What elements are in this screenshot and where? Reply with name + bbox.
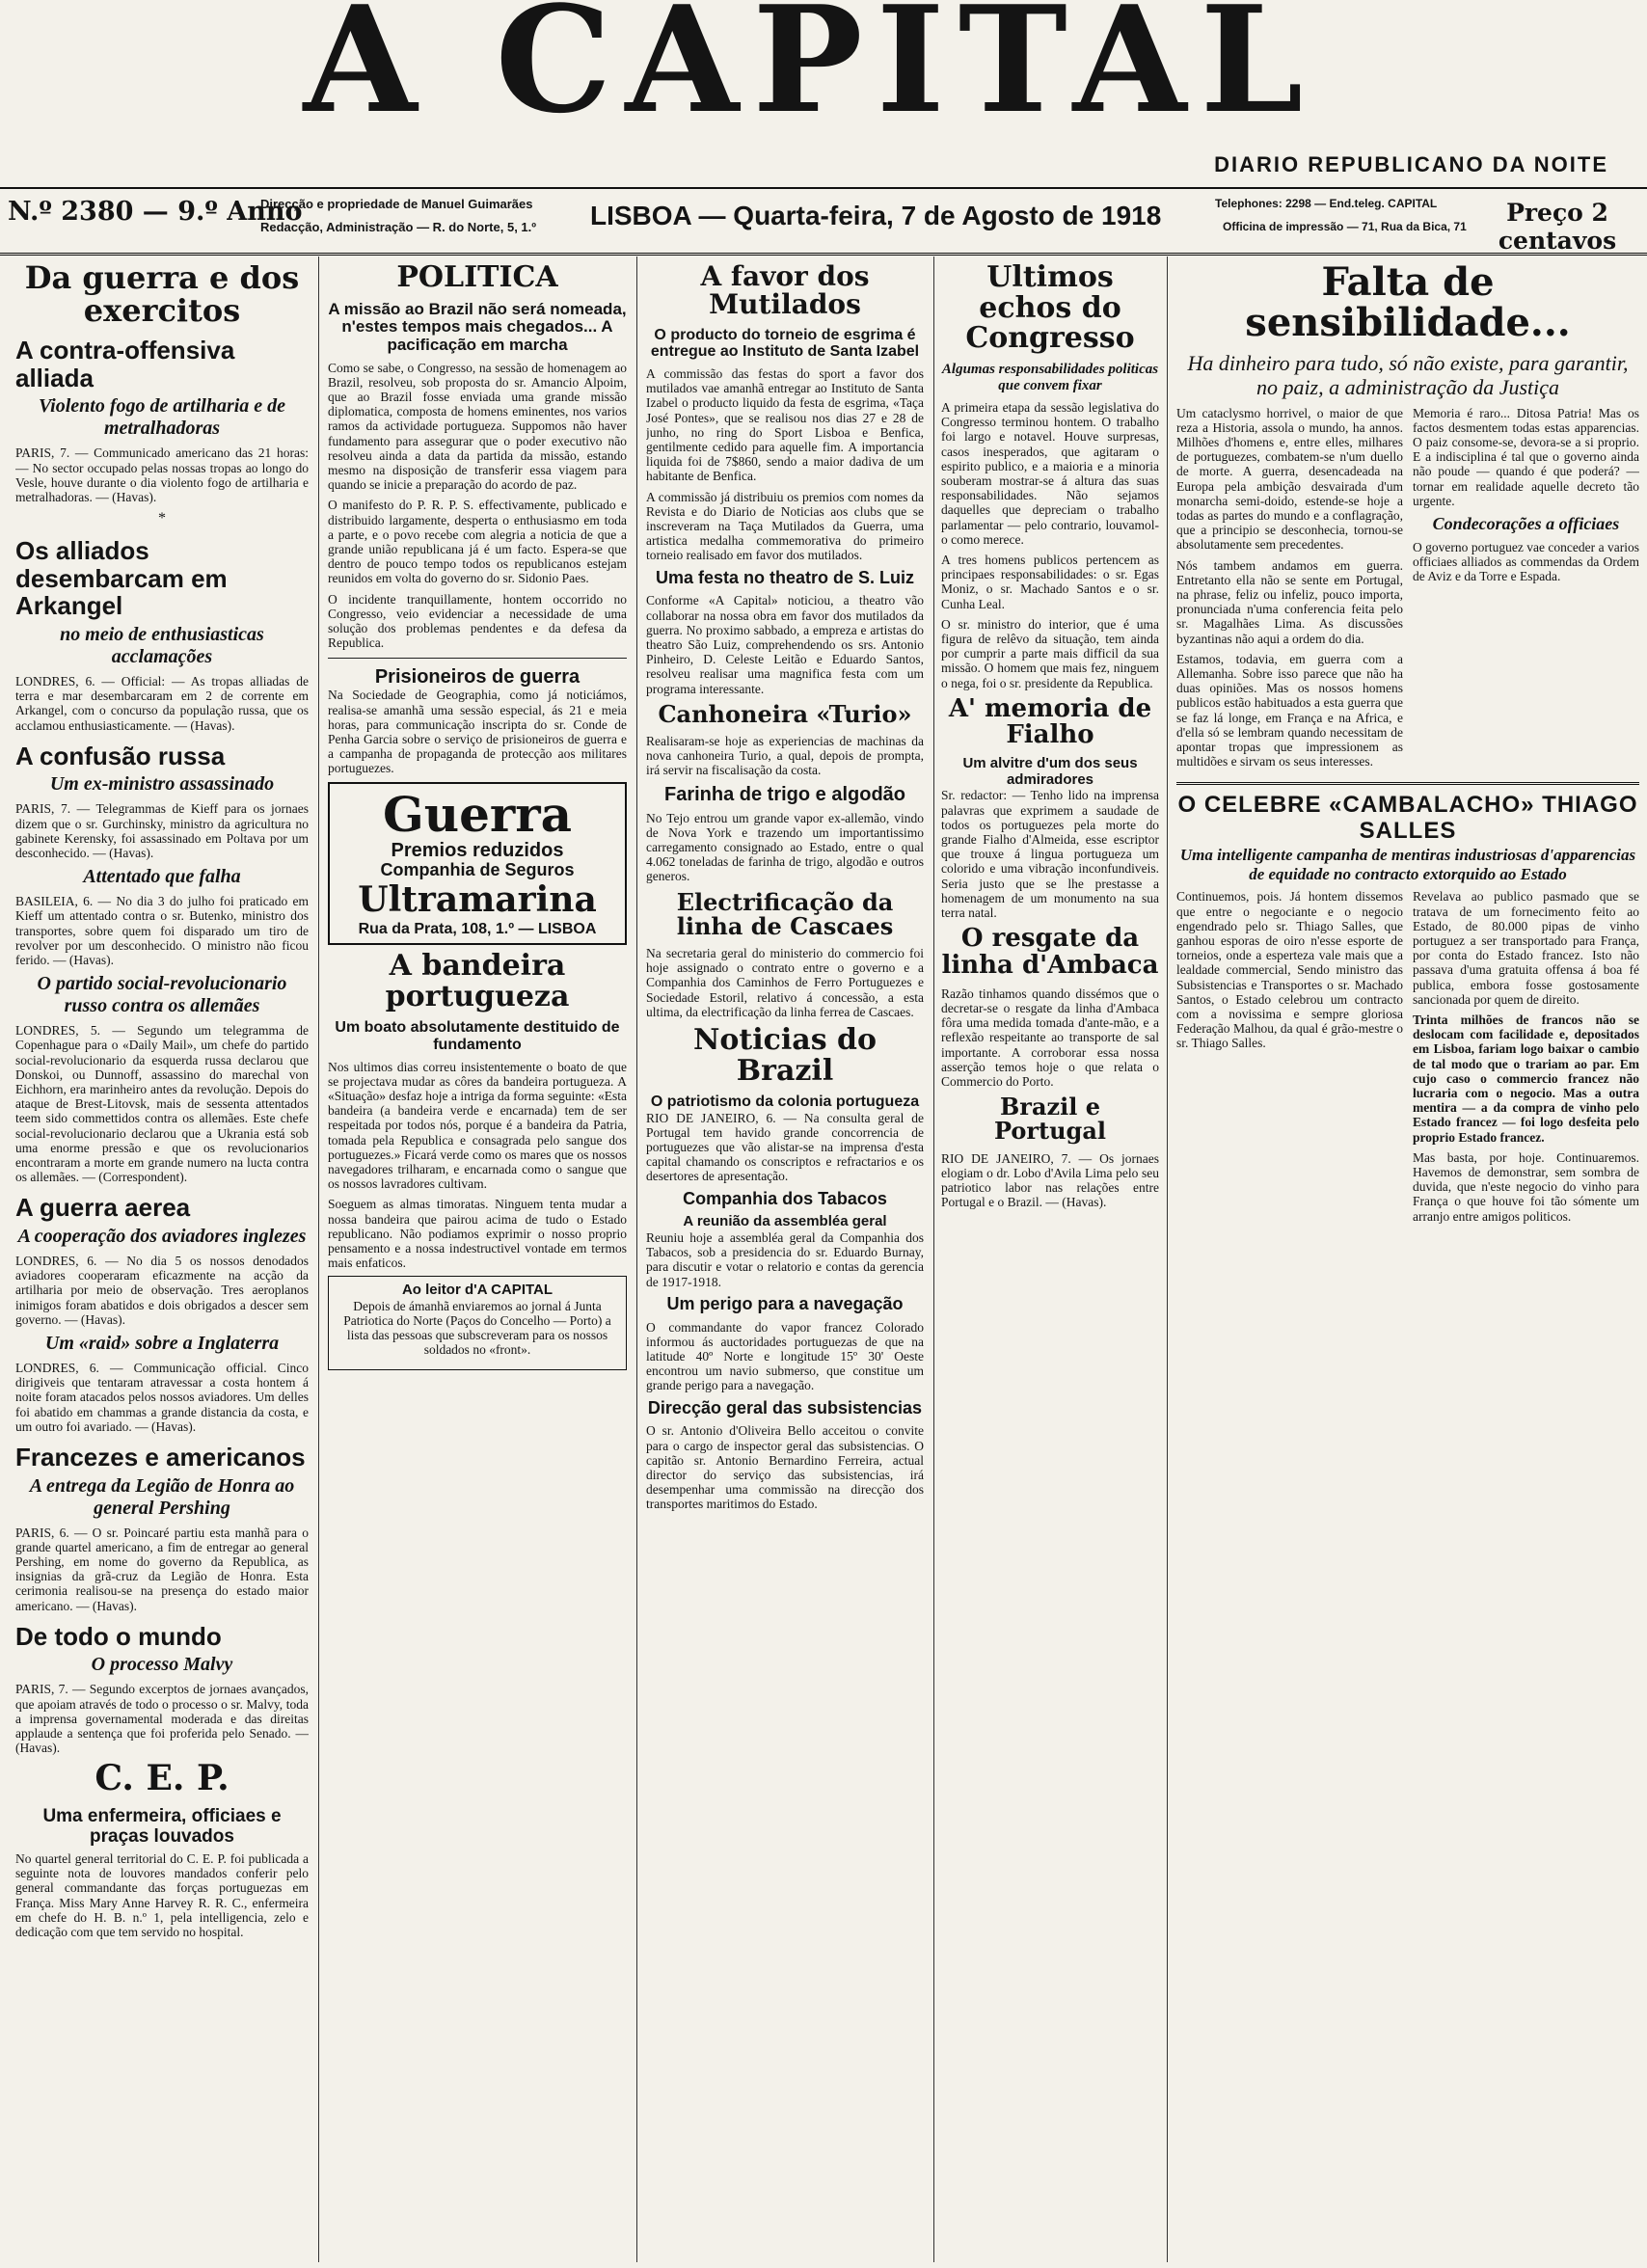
section-title: O resgate da linha d'Ambaca <box>941 924 1159 980</box>
section-subtitle: Um boato absolutamente destituido de fundamento <box>335 1019 620 1053</box>
section-subtitle: A cooperação dos aviadores inglezes <box>17 1226 307 1248</box>
article-text: Memoria é raro... Ditosa Patria! Mas os factos desmentem todas estas apparencias. O paiz consome-se, devora-se a si proprio. E a indisciplina é tal que o governo ainda não poude — quando é que poderá? — tornar em realidade aquelle decreto tão urgente. <box>1413 405 1639 508</box>
article-text: Estamos, todavia, em guerra com a Allemanha. Sobre isso parece que não ha duas opiniões. Mas os nossos homens publicos estão habituados a esta guerra que se faz lá longe, em França e na Africa, e d'ella só se lembram quando necessitam de apontar tropas que impressionem as multidões e sirvam os seus interesses. <box>1176 651 1403 770</box>
section-subtitle: A entrega da Legião de Honra ao general Pershing <box>29 1474 295 1519</box>
justice-body <box>1176 406 1639 775</box>
dateline: LISBOA — Quarta-feira, 7 de Agosto de 1918 <box>590 201 1162 230</box>
section-title: Direcção geral das subsistencias <box>647 1397 923 1418</box>
article-text: O sr. ministro do interior, que é uma figura de relêvo da situação, tem ainda por cumprir a parte mais difficil da sua missão. O homem que mais fez, ninguem o nega, foi o sr. presidente da Republica. <box>941 616 1159 690</box>
article-text: A commissão já distribuiu os premios com nomes da Revista e do Diario de Noticias aos clubs que se inscreveram na Taça Mutilados da Guerra, uma artistica medalha commemorativa do primeiro torneio realisado em favor dos mutilados. <box>646 489 924 563</box>
advert-line: Premios reduzidos <box>391 840 564 862</box>
info-bar <box>0 187 1647 256</box>
column-rule <box>933 256 934 2262</box>
divider <box>328 658 627 659</box>
printshop-line: Officina de impressão — 71, Rua da Bica, 71 <box>1223 220 1467 233</box>
section-subtitle: O partido social-revolucionario russo contra os allemães <box>37 973 287 1017</box>
justice-body-left <box>1176 406 1403 775</box>
article-text: Continuemos, pois. Já hontem dissemos que entre o negociante e o negocio engendrado pelo sr. Thiago Salles, que ganhou esporas de oiro n'esse esporte de torneios, onde a esperteza vale mais que a lealdade commercial, Sendo ministro das Subsistencias e Transportes o sr. Machado Santos, o Estado celebrou um contracto com a novissima e sempre gloriosa Federação Malhou, da qual é grão-mestre o sr. Thiago Salles. <box>1176 889 1403 1051</box>
section-title: Electrificação da linha de Cascaes <box>676 887 894 940</box>
politics-headline: POLITICA <box>396 260 558 294</box>
article-text: LONDRES, 6. — Communicação official. Cinco dirigiveis que tentaram atravessar a costa hontem á noite foram atacados pelos nossos aviadores. Um delles foi abatido em chammas a grande distancia da costa, e um outro foi avariado. — (Havas). <box>15 1361 309 1434</box>
newspaper-title: A CAPITAL <box>303 0 1317 146</box>
section-title: Companhia dos Tabacos <box>683 1188 887 1208</box>
article-text: PARIS, 6. — O sr. Poincaré partiu esta manhã para o grande quartel americano, a fim de entregar ao general Pershing, em nome do governo da Republica, as insignias da grã-cruz da Legião de Honra. Esta cerimonia realisou-se na presença do estado maior americano. — (Havas). <box>15 1525 309 1613</box>
article-text: Mas basta, por hoje. Continuaremos. Havemos de demonstrar, sem sombra de duvida, que n'este negocio do vinho para França o que houve foi tão sómente um arranjo entre amigos politicos. <box>1413 1149 1639 1224</box>
section-title: A confusão russa <box>15 741 226 770</box>
article-text: Razão tinhamos quando dissémos que o decretar-se o resgate da linha d'Ambaca fôra uma medida tomada d'ante-mão, e a reflexão respeitante ao transporte de sal importante. A corroborar essa nossa asserção temos hoje o que relata o Commercio do Porto. <box>941 986 1159 1090</box>
cambalacho-body-left <box>1176 889 1403 1228</box>
article-text: Reuniu hoje a assembléa geral da Companhia dos Tabacos, sob a presidencia do sr. Eduardo Burnay, para discutir e votar o relatorio e contas da gerencia de 1917-1918. <box>646 1229 924 1289</box>
advert-address: Rua da Prata, 108, 1.º — LISBOA <box>358 920 597 937</box>
column-war-news <box>15 256 309 2262</box>
article-text: No quartel general territorial do C. E. P. foi publicada a seguinte nota de louvores mandados conferir pelo general commandante das forças portuguezas em França. Miss Mary Anne Harvey R. R. C., enfermeira em chefe do H. B. n.º 1, pela intelligencia, zelo e dedicação com que tem servido no hospital. <box>15 1851 309 1940</box>
article-text: Conforme «A Capital» noticiou, a theatro vão collaborar na nossa obra em favor dos mutilados da guerra. No proximo sabbado, a empreza e artistas do theatro São Luiz, comprehendendo os srs. Antonio Pinheiro, D. Celeste Leitão e Eduardo Santos, resolveu realisar uma magnifica festa com um programa interessante. <box>646 593 924 696</box>
article-text: Nos ultimos dias correu insistentemente o boato de que se projectava mudar as côres da bandeira portugueza. A «Situação» desfaz hoje a intriga da forma seguinte: «Esta bandeira (a bandeira verde e encarnada) tem de ser respeitada por todos nós, porque é a bandeira da Patria, tomada pela Republica e consagrada pelo sangue dos portuguezes.» Ficará verde como os mares que os nossos navegadores trilharam, e encarnada como o sangue que os nossos lavradores cultivam. <box>328 1059 627 1192</box>
article-text: LONDRES, 5. — Segundo um telegramma de Copenhague para o «Daily Mail», um chefe do partido social-revolucionario da esquerda russa declarou que Donskoi, ou Dunnoff, assassino do marechal von Eichhorn, era marinheiro antes da revolução. Depois do ataque de Brest-Litovsk, mais de sessenta attentados teem sido commettidos contra os allemães. Este chefe social-revolucionario declarou que a Ukrania está sob uma enorme pressão e que os revolucionarios encontraram a morte em grande numero na lucta contra os allemães. — (Correspondent). <box>15 1023 309 1185</box>
article-text: A primeira etapa da sessão legislativa do Congresso terminou hontem. O trabalho foi largo e notavel. Houve surpresas, casos inesperados, que agitaram o espirito publico, e a maioria e a minoria souberam mostrar-se á altura das suas responsabilidades. Não sejamos daquelles que depreciam o trabalho parlamentar — pelo contrario, louvamol-o como merece. <box>941 400 1159 547</box>
section-title: Canhoneira «Turio» <box>658 699 912 728</box>
article-text: Trinta milhões de francos não se deslocam com facilidade e, depositados em Lisboa, fariam logo baixar o cambio de tal modo que o trariam ao par. Em cujo caso o commercio francez não lucraria com o negocio. Mas a outra mentira — a da compra de vinho pelo Estado francez — foi logo desfeita pelo proprio Estado francez. <box>1413 1012 1639 1145</box>
section-title: Prisioneiros de guerra <box>374 666 580 688</box>
article-text: LONDRES, 6. — Official: — As tropas alliadas de terra e mar desembarcaram em 2 de corrente em Arkangel, com o concurso da população russa, que os acclamou enthusiasticamente. — (Havas). <box>15 673 309 733</box>
section-title: Brazil e Portugal <box>993 1093 1107 1146</box>
direction-line: Direcção e propriedade de Manuel Guimarães <box>260 197 533 211</box>
column-rule <box>1167 256 1168 2262</box>
section-subtitle: Um «raid» sobre a Inglaterra <box>44 1333 280 1355</box>
phones-line: Telephones: 2298 — End.teleg. CAPITAL <box>1215 197 1438 210</box>
article-text: O incidente tranquillamente, hontem occorrido no Congresso, veio evidenciar a necessidade de uma solução dos problemas pendentes e da defesa da Republica. <box>328 591 627 651</box>
article-text: Revelava ao publico pasmado que se tratava de um fornecimento feito ao Estado, de 80.000 pipas de vinho portuguez a ser transportado para França, por conta do Estado francez. Isto não passava d'uma gratuita offensa á boa fé publica, embora fosse gostosamente sancionada por quem de direito. <box>1413 889 1639 1007</box>
column-rule <box>318 256 319 2262</box>
notice-title: Ao leitor d'A CAPITAL <box>401 1282 554 1299</box>
cambalacho-body <box>1176 889 1639 1228</box>
section-title: Uma festa no theatro de S. Luiz <box>655 567 915 587</box>
advert-company: Ultramarina <box>358 878 597 920</box>
justice-body-right <box>1413 406 1639 775</box>
section-title: A bandeira portugueza <box>385 949 570 1013</box>
article-text: A tres homens publicos pertencem as principaes responsabilidades: o sr. Egas Moniz, o sr. Machado Santos e o sr. Cunha Leal. <box>941 553 1159 611</box>
column-justice <box>1176 256 1639 2262</box>
cep-title: C. E. P. <box>94 1758 230 1799</box>
advert-line: Companhia de Seguros <box>380 860 575 880</box>
section-subtitle: Uma enfermeira, officiaes e praças louvados <box>42 1806 282 1848</box>
masthead <box>154 0 1466 146</box>
article-text: PARIS, 7. — Segundo excerptos de jornaes avançados, que apoiam através de todo o processo o sr. Malvy, toda a imprensa governamental moderada e das direitas applaude a sentença que foi proferida pelo Senado. — (Havas). <box>15 1682 309 1756</box>
mutilados-headline: A favor dos Mutilados <box>700 260 870 321</box>
price-label: Preço 2 centavos <box>1498 199 1617 255</box>
section-subtitle: Uma intelligente campanha de mentiras industriosas d'apparencias de equidade no contracto extorquido ao Estado <box>1179 846 1636 883</box>
section-subtitle: Attentado que falha <box>83 866 241 888</box>
separator-star: * <box>158 510 166 527</box>
article-text: Nós tambem andamos em guerra. Entretanto ella não se sente em Portugal, na phrase, feliz ou infeliz, pouco importa, pronunciada n'uma conferencia feita pelo sr. Magalhães Lima. As discussões byzantinas não aqui a ordem do dia. <box>1176 557 1403 646</box>
justice-headline: Falta de sensibilidade... <box>1245 259 1571 345</box>
article-text: O manifesto do P. R. P. S. effectivamente, publicado e distribuido largamente, desperta o enthusiasmo em toda a parte, e o povo recebe com alegria a noticia de que a grande união republicana já é um facto. Espera-se que dentro de pouco tempo todos os republicanos estejam reunidos em volta do governo do sr. Sidonio Paes. <box>328 498 627 586</box>
section-subtitle: Ha dinheiro para tudo, só não existe, para garantir, no paiz, a administração da Justiça <box>1187 351 1629 400</box>
war-headline: Da guerra e dos exercitos <box>24 259 300 329</box>
cambalacho-headline: O CELEBRE «CAMBALACHO» THIAGO SALLES <box>1177 792 1638 844</box>
section-subtitle: O producto do torneio de esgrima é entregue ao Instituto de Santa Izabel <box>650 326 920 361</box>
politics-subheading: A missão ao Brazil não será nomeada, n'estes tempos mais chegados... A pacificação em marcha <box>328 299 627 354</box>
congresso-headline: Ultimos echos do Congresso <box>965 260 1135 355</box>
article-text: Como se sabe, o Congresso, na sessão de homenagem ao Brazil, resolveu, sob proposta do sr. Amancio Alpoim, que ao Brazil fosse enviada uma grande missão diplomatica, composta de homens eminentes, nos varios ramos da actividade portugueza. Suppomos não haver fundamento para assegurar que o poder executivo não resolveu ainda a data da partida da missão, estando mesmo na disposição de transferir essa viagem para quando se inicie a preparação do acordo de paz. <box>328 360 627 493</box>
cambalacho-body-right <box>1413 889 1639 1228</box>
section-subtitle: A reunião da assembléa geral <box>683 1213 887 1230</box>
issue-number: N.º 2380 — 9.º Anno <box>8 197 303 227</box>
article-text: LONDRES, 6. — No dia 5 os nossos denodados aviadores cooperaram eficazmente na acção da artilharia por meio de observação. Tres aeroplanos inimigos foram abatidos e dois obrigados a descer sem governo. — (Havas). <box>15 1254 309 1327</box>
column-mutilados <box>646 256 924 2262</box>
section-title: Condecorações a officiaes <box>1432 514 1620 534</box>
section-subtitle: Um alvitre d'um dos seus admiradores <box>962 755 1138 788</box>
column-congresso <box>941 256 1159 2262</box>
section-title: Francezes e americanos <box>15 1443 306 1472</box>
section-title: A' memoria de Fialho <box>948 693 1152 750</box>
article-text: Sr. redactor: — Tenho lido na imprensa palavras que exprimem a saudade de todos os portuguezes pela morte do grande Fialho d'Almeida, esse escriptor que trouxe á lingua portugueza um colorido e uma vibração inconfundiveis. Seria justo que se lhe prestasse a homenagem de um monumento na sua terra natal. <box>941 788 1159 921</box>
column-rule <box>636 256 637 2262</box>
section-title: A guerra aerea <box>15 1193 191 1223</box>
reader-notice <box>328 1276 627 1369</box>
section-subtitle: O processo Malvy <box>91 1654 233 1676</box>
article-text: O sr. Antonio d'Oliveira Bello acceitou o convite para o cargo de inspector geral das subsistencias. O capitão sr. Antonio Bernardino Ferreira, actual director do serviço das subsistencias, irá desempenhar uma commissão na direcção dos transportes maritimos do Estado. <box>646 1423 924 1512</box>
article-text: Na secretaria geral do ministerio do commercio foi hoje assignado o contrato entre o governo e a Companhia dos Caminhos de Ferro Portuguezes e Sociedade Estoril, relativo á concessão, a esta ultima, da electrificação da linha ferrea de Cascaes. <box>646 946 924 1019</box>
section-subtitle: Violento fogo de artilharia e de metralhadoras <box>38 395 286 440</box>
article-text: O commandante do vapor francez Colorado informou ás auctoridades portuguezas de que na latitude 40º Norte e longitude 15º 30' Oeste encontrou um navio submerso, que constitue um grande perigo para a navegação. <box>646 1319 924 1393</box>
section-title: Farinha de trigo e algodão <box>663 783 906 805</box>
section-subtitle: O patriotismo da colonia portugueza <box>650 1094 920 1111</box>
article-text: Realisaram-se hoje as experiencias de machinas da nova canhoneira Turio, a qual, depois de prompta, irá servir na fiscalisação da costa. <box>646 734 924 778</box>
article-text: RIO DE JANEIRO, 7. — Os jornaes elogiam o dr. Lobo d'Avila Lima pelo seu patriotico labor nas relações entre Portugal e o Brazil. — (Havas). <box>941 1150 1159 1210</box>
article-text: PARIS, 7. — Communicado americano das 21 horas: — No sector occupado pelas nossas tropas ao longo do Vesle, houve durante o dia violento fogo de artilharia e metralhadoras. — (Havas). <box>15 446 309 504</box>
article-text: RIO DE JANEIRO, 6. — Na consulta geral de Portugal tem havido grande concorrencia de portuguezes que vão alistar-se na imprensa d'esta capital chamando os conscriptos e refractarios e os desertores de apresentação. <box>646 1110 924 1184</box>
advert-title: Guerra <box>383 785 572 843</box>
article-text: BASILEIA, 6. — No dia 3 do julho foi praticado em Kieff um attentado contra o sr. Butenko, ministro dos transportes, sobre quem foi disparado um tiro de revolver por um desconhecido. O ministro não ficou ferido. — (Havas). <box>15 894 309 967</box>
article-text: No Tejo entrou um grande vapor ex-allemão, vindo de Nova York e trazendo um importantissimo carregamento consignado ao Estado, entre o qual 4.062 toneladas de farinha de trigo, algodão e outros generos. <box>646 810 924 884</box>
divider <box>1176 782 1639 785</box>
insurance-advert <box>328 782 627 946</box>
section-subtitle: no meio de enthusiasticas acclamações <box>60 623 264 667</box>
article-text: PARIS, 7. — Telegrammas de Kieff para os jornaes dizem que o sr. Gurchinsky, ministro da agricultura no gabinete Kerensky, foi assassinado em Poltava por um desconhecido. — (Havas). <box>15 801 309 860</box>
article-text: Na Sociedade de Geographia, como já noticiámos, realisa-se amanhã uma sessão especial, ás 21 e meia horas, para communicação inscripta do sr. Conde de Penha Garcia sobre o serviço de prisioneiros de guerra e a campanha de propaganda de protecção aos militares portuguezes. <box>328 688 627 776</box>
section-title: Os alliados desembarcam em Arkangel <box>15 536 228 621</box>
article-text: O governo portuguez vae conceder a varios officiaes alliados as commendas da Ordem de Aviz e da Torre e Espada. <box>1413 539 1639 584</box>
section-title: Um perigo para a navegação <box>666 1293 904 1313</box>
notice-text: Depois de ámanhã enviaremos ao jornal á Junta Patriotica do Norte (Paços do Concelho — Porto) a lista das pessoas que subscreveram para os nossos soldados no «front». <box>343 1298 611 1358</box>
article-text: Soeguem as almas timoratas. Ninguem tenta mudar a nossa bandeira que pairou acima de tudo o Estado republicano. Não podiamos exprimir o nosso proprio pensamento e a nossa indestructivel vontade em termos mais enfaticos. <box>328 1197 627 1271</box>
article-text: A commissão das festas do sport a favor dos mutilados vae amanhã entregar ao Instituto de Santa Izabel o producto liquido da festa de esgrima, «Taça José Pontes», que se realisou nos dias 27 e 28 de junho, no ring do Sport Lisboa e Benfica, gentilmente cedido para aquelle fim. A importancia liquida foi de 7$860, sendo a maior dadiva de um habitante de Benfica. <box>646 365 924 484</box>
newspaper-subtitle: DIARIO REPUBLICANO DA NOITE <box>1214 152 1608 176</box>
article-text: Um cataclysmo horrivel, o maior de que reza a Historia, assola o mundo, ha annos. Milhões d'homens e, entre elles, milhares de portuguezes, combatem-se n'um duello de morte. A guerra, desencadeada na Europa pela ambição desvairada d'um monarcha semi-doido, estende-se hoje a todas as partes do mundo e a conflagração, que a principio se desconhecia, tornou-se absolutamente sem precedentes. <box>1176 405 1403 553</box>
section-subtitle: Um ex-ministro assassinado <box>49 773 275 796</box>
column-politics <box>328 256 627 2262</box>
section-title: A contra-offensiva alliada <box>15 336 235 392</box>
redaction-line: Redacção, Administração — R. do Norte, 5, 1.º <box>260 220 537 234</box>
section-subtitle: Algumas responsabilidades politicas que convem fixar <box>941 361 1159 393</box>
section-title: De todo o mundo <box>15 1621 222 1651</box>
section-title: Noticias do Brazil <box>692 1023 878 1088</box>
